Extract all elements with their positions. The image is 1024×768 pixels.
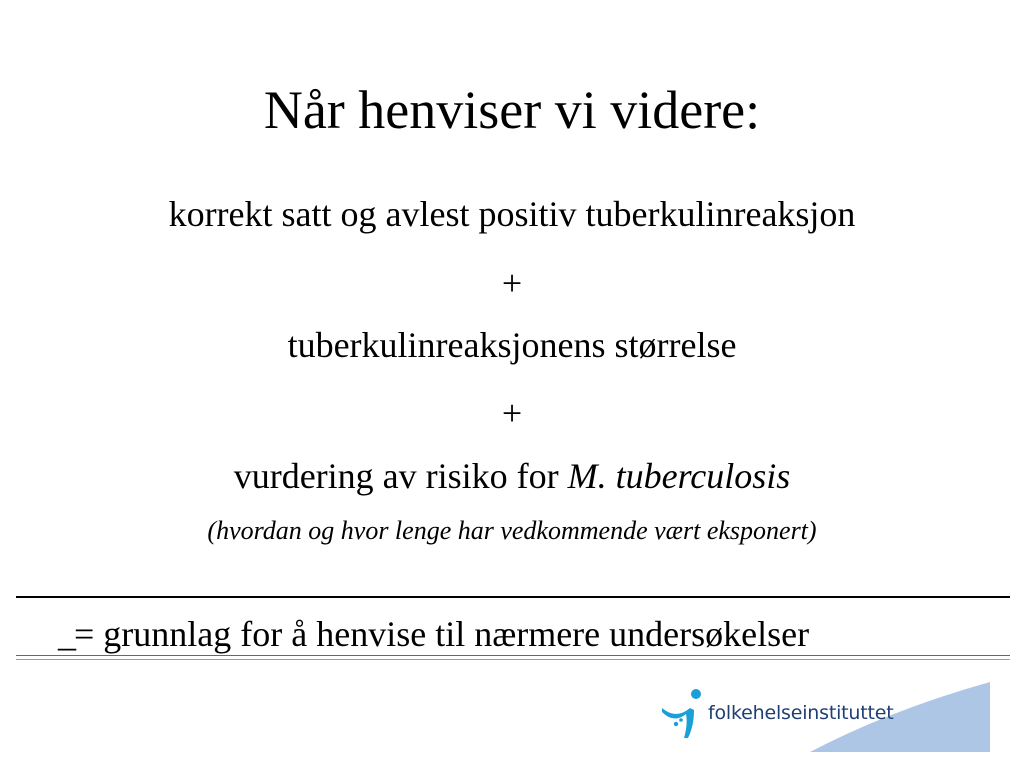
footer-rule-bottom — [16, 659, 1010, 660]
separator-rule — [16, 596, 1010, 598]
criterion-2: tuberkulinreaksjonens størrelse — [287, 325, 737, 365]
plus-sign-1: + — [501, 263, 523, 303]
criterion-1: korrekt satt og avlest positiv tuberkulinreaksjon — [168, 194, 856, 234]
footer-rule-top — [16, 655, 1010, 656]
criterion-3 — [0, 455, 1024, 497]
logo-wordmark: folkehelseinstituttet — [708, 702, 894, 724]
institute-logo — [650, 680, 990, 752]
criterion-3-prefix: vurdering av risiko for — [233, 456, 568, 496]
conclusion-underscore: _ — [58, 614, 76, 654]
criterion-3-organism: M. tuberculosis — [567, 456, 791, 496]
figure-mark-icon — [658, 686, 706, 742]
slide-title: Når henviser vi videre: — [263, 80, 761, 140]
criterion-3-note: (hvordan og hvor lenge har vedkommende vært eksponert) — [207, 516, 817, 545]
plus-sign-2: + — [501, 393, 523, 433]
conclusion-text: = grunnlag for å henvise til nærmere undersøkelser — [74, 614, 810, 654]
